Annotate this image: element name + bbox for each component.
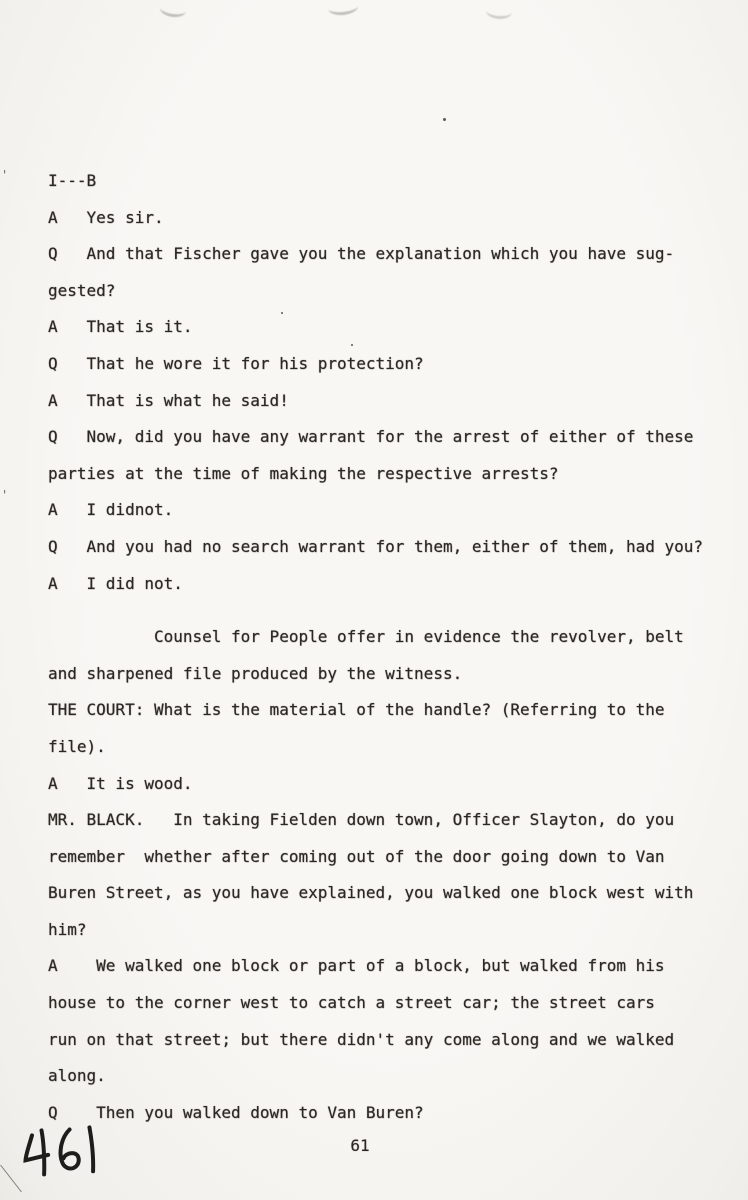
transcript-line: A Yes sir. — [48, 207, 164, 227]
transcript-line: Q Now, did you have any warrant for the arrest of either of these — [48, 427, 694, 447]
handwritten-folio-number — [17, 1119, 115, 1186]
margin-mark: ' — [3, 168, 7, 182]
transcript-line: Q And that Fischer gave you the explanation which you have sug- — [48, 244, 675, 264]
transcript-line: gested? — [48, 280, 116, 300]
corner-pencil-line — [0, 1165, 22, 1192]
transcript-line: Buren Street, as you have explained, you walked one block west with — [48, 883, 694, 903]
transcript-line: parties at the time of making the respective arrests? — [48, 463, 559, 483]
transcript-body — [48, 170, 708, 1138]
page-number: 61 — [350, 1136, 370, 1155]
transcript-line: run on that street; but there didn't any come along and we walked — [48, 1029, 675, 1049]
handwriting-461-glyph — [17, 1119, 115, 1186]
transcript-line: A I did not. — [48, 573, 183, 593]
transcript-line: and sharpened file produced by the witness. — [48, 663, 463, 683]
transcript-line: house to the corner west to catch a street car; the street cars — [48, 993, 655, 1013]
transcript-line: remember whether after coming out of the door going down to Van — [48, 846, 665, 866]
transcript-line: A It is wood. — [48, 773, 193, 793]
transcript-line: file). — [48, 736, 106, 756]
transcript-line: A We walked one block or part of a block, but walked from his — [48, 956, 665, 976]
transcript-line: THE COURT: What is the material of the handle? (Referring to the — [48, 700, 665, 720]
margin-mark: ' — [3, 488, 7, 502]
transcript-line: Q That he wore it for his protection? — [48, 353, 424, 373]
transcript-line: A That is it. — [48, 317, 193, 337]
transcript-line: Q And you had no search warrant for them, either of them, had you? — [48, 536, 704, 556]
ink-speck — [443, 118, 446, 121]
transcript-line: MR. BLACK. In taking Fielden down town, Officer Slayton, do you — [48, 810, 675, 830]
transcript-line: A I didnot. — [48, 500, 174, 520]
ink-smudge — [159, 0, 187, 18]
transcript-line: Counsel for People offer in evidence the revolver, belt — [48, 627, 684, 647]
transcript-line: Q Then you walked down to Van Buren? — [48, 1102, 424, 1122]
transcript-line: I---B — [48, 171, 97, 190]
ink-smudge — [486, 3, 513, 20]
transcript-line: along. — [48, 1066, 106, 1086]
transcript-line: him? — [48, 919, 87, 939]
ink-smudge — [327, 0, 358, 17]
transcript-line: A That is what he said! — [48, 390, 289, 410]
